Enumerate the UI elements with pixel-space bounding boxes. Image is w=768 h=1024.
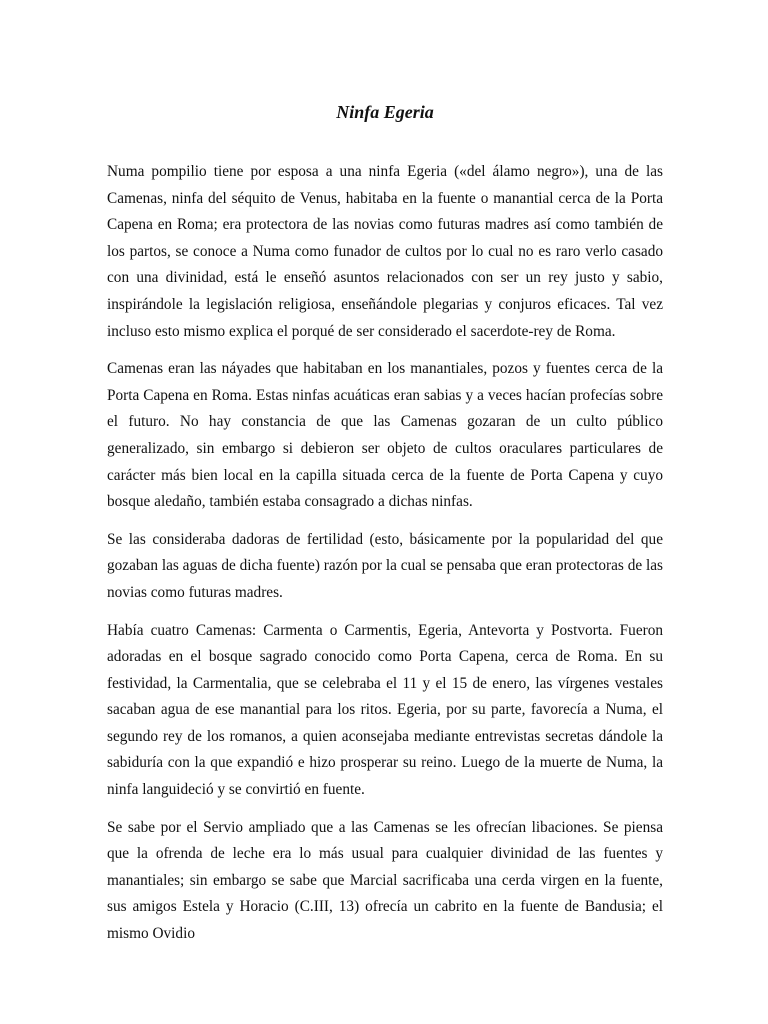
paragraph-numa-egeria: Numa pompilio tiene por esposa a una ninfa Egeria («del álamo negro»), una de las Camenas, ninfa del séquito de Venus, habitaba en la fuente o manantial cerca de la Porta Capena en Roma; era protectora de las novias como futuras madres así como también de los partos, se conoce a Numa como funador de cultos por lo cual no es raro verlo casado con una divinidad, está le enseñó asuntos relacionados con ser un rey justo y sabio, inspirándole la legislación religiosa, enseñándole plegarias y conjuros eficaces. Tal vez incluso esto mismo explica el porqué de ser considerado el sacerdote-rey de Roma.	[107, 163, 663, 340]
paragraph-cuatro-camenas: Había cuatro Camenas: Carmenta o Carmentis, Egeria, Antevorta y Postvorta. Fueron adoradas en el bosque sagrado conocido como Porta Capena, cerca de Roma. En su festividad, la Carmentalia, que se celebraba el 11 y el 15 de enero, las vírgenes vestales sacaban agua de ese manantial para los ritos. Egeria, por su parte, favorecía a Numa, el segundo rey de los romanos, a quien aconsejaba mediante entrevistas secretas dándole la sabiduría con la que expandió e hizo prosperar su reino. Luego de la muerte de Numa, la ninfa languideció y se convirtió en fuente.	[107, 621, 663, 799]
paragraph-libaciones: Se sabe por el Servio ampliado que a las Camenas se les ofrecían libaciones. Se piensa que la ofrenda de leche era lo más usual para cualquier divinidad de las fuentes y manantiales; sin embargo se sabe que Marcial sacrificaba una cerda virgen en la fuente, sus amigos Estela y Horacio (C.III, 13) ofrecía un cabrito en la fuente de Bandusia; el mismo Ovidio	[107, 818, 663, 943]
document-title: Ninfa Egeria	[336, 102, 434, 122]
document-page	[107, 0, 663, 948]
paragraph-camenas: Camenas eran las náyades que habitaban en los manantiales, pozos y fuentes cerca de la Porta Capena en Roma. Estas ninfas acuáticas eran sabias y a veces hacían profecías sobre el futuro. No hay constancia de que las Camenas gozaran de un culto público generalizado, sin embargo si debieron ser objeto de cultos oraculares particulares de carácter más bien local en la capilla situada cerca de la fuente de Porta Capena y cuyo bosque aledaño, también estaba consagrado a dichas ninfas.	[107, 360, 663, 511]
paragraph-fertilidad: Se las consideraba dadoras de fertilidad (esto, básicamente por la popularidad del que gozaban las aguas de dicha fuente) razón por la cual se pensaba que eran protectoras de las novias como futuras madres.	[107, 530, 663, 601]
